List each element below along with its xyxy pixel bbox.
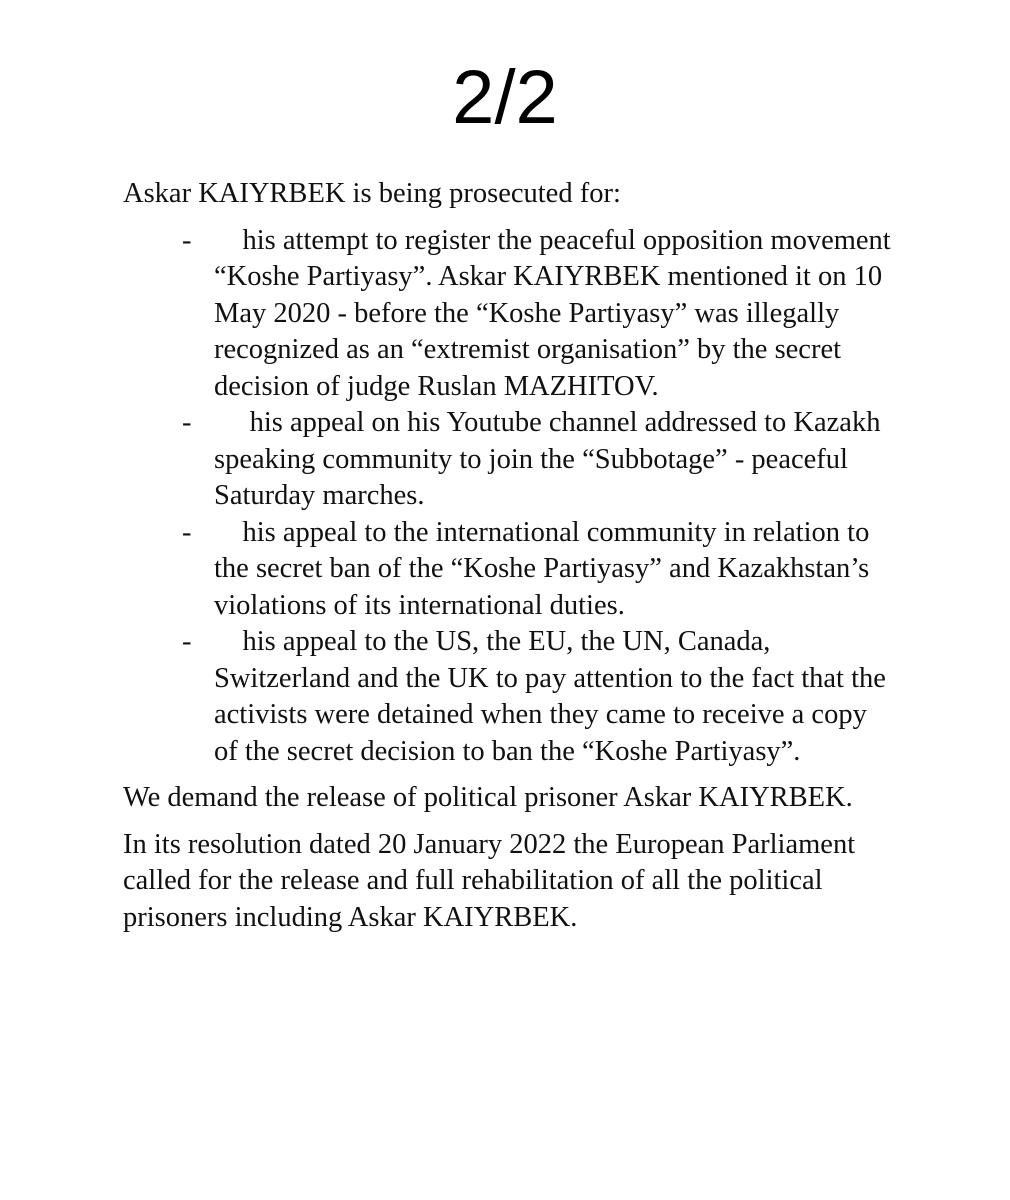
bullet-dash: -: [182, 516, 192, 548]
list-item: [123, 624, 893, 770]
intro-paragraph: Askar KAIYRBEK is being prosecuted for:: [123, 178, 621, 209]
list-item: [123, 223, 893, 406]
demand-paragraph: We demand the release of political prisoner Askar KAIYRBEK.: [123, 782, 853, 813]
resolution-paragraph: In its resolution dated 20 January 2022 the European Parliament called for the release and full rehabilitation of all the political prisoners including Askar KAIYRBEK.: [123, 828, 856, 933]
charge-text: his attempt to register the peaceful opposition movement “Koshe Partiyasy”. Askar KAIYRBEK mentioned it on 10 May 2020 - before the “Koshe Partiyasy” was illegally recognized as an “extremist organisation” by the secret decision of judge Ruslan MAZHITOV.: [214, 224, 891, 402]
charges-list: [123, 223, 893, 771]
bullet-dash: -: [182, 224, 192, 256]
bullet-dash: -: [182, 626, 192, 657]
charge-text: his appeal on his Youtube channel addressed to Kazakh speaking community to join the “Subbotage” - peaceful Saturday marches.: [214, 407, 881, 511]
bullet-dash: -: [182, 407, 192, 438]
charge-text: his appeal to the US, the EU, the UN, Canada, Switzerland and the UK to pay attention to the fact that the activists were detained when they came to receive a copy of the secret decision to ban the “Koshe Partiyasy”.: [214, 626, 886, 767]
document-body: [123, 176, 893, 946]
page-number: 2/2: [452, 55, 558, 140]
list-item: [123, 515, 893, 625]
list-item: [123, 405, 893, 515]
charge-text: his appeal to the international community in relation to the secret ban of the “Koshe Partiyasy” and Kazakhstan’s violations of its international duties.: [214, 516, 870, 621]
